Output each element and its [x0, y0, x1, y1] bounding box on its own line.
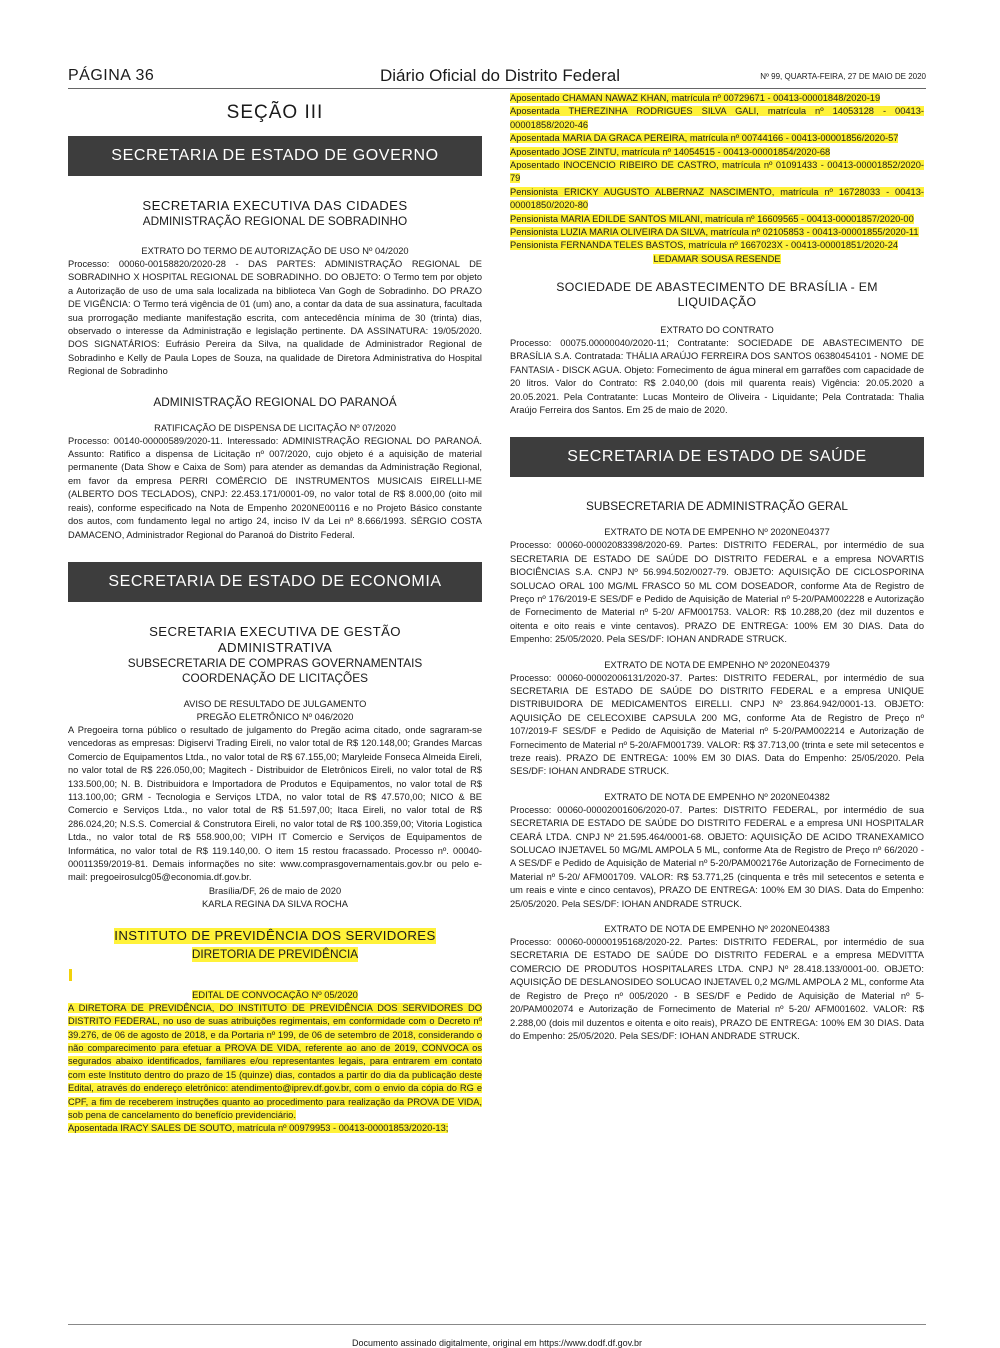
extrato-termo-title: EXTRATO DO TERMO DE AUTORIZAÇÃO DE USO Nº 04/2020: [141, 246, 409, 256]
caesb-heading-a: SOCIEDADE DE ABASTECIMENTO DE BRASÍLIA - EM: [556, 279, 878, 294]
footer-divider: [68, 1324, 926, 1325]
band-saude: SECRETARIA DE ESTADO DE SAÚDE: [510, 437, 924, 477]
edital-body: A DIRETORA DE PREVIDÊNCIA, DO INSTITUTO DE PREVIDÊNCIA DOS SERVIDORES DO DISTRITO FEDERAL, no uso de suas atribuições regimentais, em conformidade com o Decreto nº 39.276, de 06 de agosto de 2018, e da Portaria nº 199, de 06 de setembro de 2018, considerando o não comparecimento para efetuar a PROVA DE VIDA, referente ao ano de 2019, CONVOCA os segurados abaixo identificados, familiares e/ou representantes legais, para entrarem em contato com este Instituto dentro do prazo de 15 (quinze) dias, contados a partir do dia da publicação deste Edital, através do endereço eletrônico: atendimento@iprev.df.gov.br, com o envio da cópia do RG e CPF, a fim de receberem instruções quanto ao procedimento para realização da PROVA DE VIDA, sob pena de cancelamento do benefício previdenciário.: [68, 1002, 482, 1121]
aviso-date: Brasília/DF, 26 de maio de 2020: [208, 885, 342, 896]
nota-title: EXTRATO DE NOTA DE EMPENHO Nº 2020NE04382: [604, 791, 830, 802]
nota-title: EXTRATO DE NOTA DE EMPENHO Nº 2020NE04383: [604, 924, 830, 935]
ratificacao-title: RATIFICAÇÃO DE DISPENSA DE LICITAÇÃO Nº 07/2020: [154, 422, 396, 433]
aviso-title: AVISO DE RESULTADO DE JULGAMENTO: [183, 698, 367, 709]
iprev-entry-list: [510, 92, 924, 253]
gov-heading: SECRETARIA EXECUTIVA DAS CIDADES: [142, 198, 408, 213]
aviso-body: A Pregoeira torna público o resultado de julgamento do Pregão acima citado, onde sagraram-se vencedoras as empresas: Digiservi Trading Eireli, no valor total de R$ 120.148,00; Grandes Marcas Comercio de Equipamentos Ltda., no valor total de R$ 67.155,00; Maryleide Fonseca Almeida Eireli, no valor total de R$ 226.050,00; Magitech - Distribuidor de Eletrônicos Eireli, no valor total de R$ 133.500,00; N. B. Distribuidora e Importadora de Produtos e Equipamentos, no valor total de R$ 113.100,00; GRM - Tecnologia e Serviços LTDA, no valor total de R$ 47.570,00; NICO & BE Comercio e Serviços Ltda., no valor total de R$ 51.597,00; Itaca Eireli, no valor total de R$ 286.024,20; N.S.S. Comercial & Construtora Eireli, no valor total de R$ 100.359,00; Vitoria Logistica Ltda., no valor total de R$ 558.900,00; VIPH IT Comercio e Serviços de Equipamentos de Informática, no valor total de R$ 119.140,00. O item 15 restou fracassado. Processo nº. 00040-00011359/2019-81. Demais informações no site: www.comprasgovernamentais.gov.br ou pelo e-mail: pregoeirosulcg05@economia.df.gov.br.: [68, 724, 482, 883]
highlight-marker: [69, 969, 72, 981]
section-title: SEÇÃO III: [226, 102, 324, 123]
nota-body: Processo: 00060-00002083398/2020-69. Partes: DISTRITO FEDERAL, por intermédio de sua SECRETARIA DE ESTADO DE SAÚDE DO DISTRITO FEDERAL e a empresa NOVARTIS BIOCIÊNCIAS S.A. CNPJ Nº 56.994.502/0027-79. OBJETO: AQUISIÇÃO DE CICLOSPORINA SOLUCAO ORAL 100 MG/ML FRASCO 50 ML COM DOSEADOR, conforme Ata de Registro de Preço nº 176/2019-E SES/DF e Pedido de Aquisição de Material nº 5-20/PAM002228 e Autorização de Fornecimento de Material nº 5-20/ AFM001753. VALOR: R$ 10.288,20 (dez mil duzentos e oitenta e oito reais e vinte centavos). PRAZO DE ENTREGA: 100% EM 30 DIAS. Data do Empenho: 25/05/2020. Pela SES/DF: IOHAN ANDRADE STRUCK.: [510, 540, 924, 645]
pregao-title: PREGÃO ELETRÔNICO Nº 046/2020: [196, 711, 354, 722]
list-item: Aposentada MARIA DA GRACA PEREIRA, matrícula nº 00744166 - 00413-00001856/2020-57: [510, 133, 899, 144]
nota-body: Processo: 00060-00000195168/2020-22. Partes: DISTRITO FEDERAL, por intermédio de sua SECRETARIA DE ESTADO DE SAÚDE DO DISTRITO FEDERAL e a empresa MEDVITTA COMERCIO DE PRODUTOS HOSPITALARES LTDA. CNPJ Nº 28.418.133/0001-00. OBJETO: AQUISIÇÃO DE DESLANOSIDEO SOLUCAO INJETAVEL 0,2 MG/ML AMPOLA 2 ML, conforme Ata de Registro de Preço nº 005/2020 - B SES/DF e Pedido de Aquisição de Material nº 5-20/PAM002074 e Autorização de Fornecimento de Material nº 5-20/ AFM001602. VALOR: R$ 2.288,00 (dois mil duzentos e oitenta e oito reais), PRAZO DE ENTREGA: 100% EM 30 DIAS. Data do Empenho: 25/05/2020. Pela SES/DF: IOHAN ANDRADE STRUCK.: [510, 937, 924, 1041]
band-governo: SECRETARIA DE ESTADO DE GOVERNO: [68, 136, 482, 176]
iprev-heading: INSTITUTO DE PREVIDÊNCIA DOS SERVIDORES: [114, 927, 436, 943]
nota-title: EXTRATO DE NOTA DE EMPENHO Nº 2020NE04379: [604, 659, 830, 670]
iprev-subheading: DIRETORIA DE PREVIDÊNCIA: [191, 946, 359, 961]
parana-heading: ADMINISTRAÇÃO REGIONAL DO PARANOÁ: [153, 394, 397, 409]
contrato-title: EXTRATO DO CONTRATO: [660, 324, 774, 335]
ratificacao-body: Processo: 00140-00000589/2020-11. Interessado: ADMINISTRAÇÃO REGIONAL DO PARANOÁ. Assunto: Ratifico a dispensa de Licitação nº 007/2020, cujo objeto é a aquisição de material permanente (Data Show e Caixa de Som) para atender as demandas da Administração Regional, em favor da empresa PERRI COMÉRCIO DE INSTRUMENTOS MUSICAIS EIRELLI-ME (ALBERTO DOS TECLADOS), CNPJ: 22.453.171/0001-09, no valor total de R$ 8.000,00 (oito mil reais), conforme especificado na Nota de Empenho 2020NE00116 e no Projeto Básico constante dos autos, com fundamento legal no artigo 24, inciso IV da Lei nº 8.666/1993. SÉRGIO COSTA DAMACENO, Administrador Regional do Paranoá do Distrito Federal.: [68, 435, 482, 540]
iprev-signer: LEDAMAR SOUSA RESENDE: [653, 253, 781, 264]
nota-title: EXTRATO DE NOTA DE EMPENHO Nº 2020NE04377: [604, 527, 830, 538]
list-item: Pensionista LUZIA MARIA OLIVEIRA DA SILVA, matrícula nº 02105853 - 00413-00001855/2020-11: [510, 227, 919, 238]
right-column: [510, 92, 924, 1043]
list-item: Pensionista FERNANDA TELES BASTOS, matrícula nº 1667023X - 00413-00001851/2020-24: [510, 240, 899, 251]
left-column: [68, 92, 482, 1136]
iprev-entry-first: Aposentada IRACY SALES DE SOUTO, matrícula nº 00979953 - 00413-00001853/2020-13;: [68, 1123, 449, 1134]
nota-body: Processo: 00060-00002006131/2020-37. Partes: DISTRITO FEDERAL, por intermédio de sua SECRETARIA DE ESTADO DE SAÚDE DO DISTRITO FEDERAL e a empresa UNIQUE DISTRIBUIDORA DE MEDICAMENTOS EIRELLI. CNPJ Nº 23.864.942/0001-13. OBJETO: AQUISIÇÃO DE CELECOXIBE CAPSULA 200 MG, conforme Ata de Registro de Preço nº 107/2019-F SES/DF e Pedido de Aquisição de Material nº 5-20/PAM002214 e Autorização de Fornecimento de Material nº 5-20/AFM001739. VALOR: R$ 37.713,00 (trinta e sete mil setecentos e treze reais). PRAZO DE ENTREGA: 100% EM 30 DIAS. Data do Empenho: 25/05/2020. Pela SES/DF: IOHAN ANDRADE STRUCK.: [510, 672, 924, 777]
gov-subheading: ADMINISTRAÇÃO REGIONAL DE SOBRADINHO: [142, 214, 408, 228]
list-item: Aposentado JOSE ZINTU, matrícula nº 14054515 - 00413-00001854/2020-68: [510, 146, 831, 157]
journal-page: [68, 62, 926, 1348]
list-item: Pensionista ERICKY AUGUSTO ALBERNAZ NASCIMENTO, matrícula nº 16728033 - 00413-00001850/2020-80: [510, 186, 924, 211]
page-header: [68, 66, 926, 89]
list-item: Aposentado CHAMAN NAWAZ KHAN, matrícula nº 00729671 - 00413-00001848/2020-19: [510, 93, 881, 103]
page-number: PÁGINA 36: [68, 67, 155, 84]
extrato-termo-body: Processo: 00060-00158820/2020-28 - DAS PARTES: ADMINISTRAÇÃO REGIONAL DE SOBRADINHO X HOSPITAL REGIONAL DE SOBRADINHO. DO OBJETO: O Termo tem por objeto a Autorização de uso de uma sala localizada na biblioteca Van Gogh de Sobradinho. DO PRAZO DE VIGÊNCIA: O Termo terá vigência de 01 (um) ano, a contar da data de sua assinatura, facultada sua prorrogação mediante manifestação escrita, com antecedência mínima de 30 (trinta) dias, observado o interesse da Administração e legislação pertinente. DA ASSINATURA: 19/05/2020. DOS SIGNATÁRIOS: Eufrásio Pereira da Silva, na qualidade de Administrador Regional de Sobradinho e Kelly de Paula Lopes de Souza, na qualidade de Diretora Administrativa do Hospital Regional de Sobradinho: [68, 259, 482, 377]
list-item: Aposentado INOCENCIO RIBEIRO DE CASTRO, matrícula nº 01091433 - 00413-00001852/2020-79: [510, 160, 924, 184]
edital-title: EDITAL DE CONVOCAÇÃO Nº 05/2020: [192, 989, 358, 1000]
list-item: Pensionista MARIA EDILDE SANTOS MILANI, matrícula nº 16609565 - 00413-00001857/2020-00: [510, 213, 914, 224]
caesb-heading-b: LIQUIDAÇÃO: [677, 294, 757, 309]
edition-info: Nº 99, QUARTA-FEIRA, 27 DE MAIO DE 2020: [760, 72, 926, 81]
footer-note: Documento assinado digitalmente, original em https://www.dodf.df.gov.br: [352, 1338, 642, 1348]
list-item: Aposentada THEREZINHA RODRIGUES SILVA GALI, matrícula nº 14053128 - 00413-00001858/2020-46: [510, 106, 924, 130]
saude-heading: SUBSECRETARIA DE ADMINISTRAÇÃO GERAL: [586, 499, 848, 514]
eco-subheading-a: SUBSECRETARIA DE COMPRAS GOVERNAMENTAIS: [127, 655, 423, 670]
journal-title: Diário Oficial do Distrito Federal: [380, 66, 620, 85]
band-economia: SECRETARIA DE ESTADO DE ECONOMIA: [68, 562, 482, 602]
contrato-body: Processo: 00075.00000040/2020-11; Contratante: SOCIEDADE DE ABASTECIMENTO DE BRASÍLIA S.A. Contratada: THÁLIA ARAÚJO FERREIRA DOS SANTOS 06380454101 - NOME DE FANTASIA - DISCK AGUA. Objeto: Fornecimento de água mineral em garrafões com capacidade de 20 litros. Valor do Contrato: R$ 2.040,00 (dois mil quarenta reais) Vigência: 20.05.2020 a 20.05.2021. Pela Contratante: Lucas Monteiro de Oliveira - Liquidante; Pela Contratada: Thalia Araújo Ferreira dos Santos. Em 25 de maio de 2020.: [510, 337, 924, 415]
eco-subheading-b: COORDENAÇÃO DE LICITAÇÕES: [182, 670, 368, 685]
aviso-signer: KARLA REGINA DA SILVA ROCHA: [202, 898, 348, 909]
nota-body: Processo: 00060-00002001606/2020-07. Partes: DISTRITO FEDERAL, por intermédio de sua SECRETARIA DE ESTADO DE SAÚDE DO DISTRITO FEDERAL e a empresa UNI HOSPITALAR CEARÁ LTDA. CNPJ Nº 21.595.464/0001-68. OBJETO: AQUISIÇÃO DE ACIDO TRANEXAMICO SOLUCAO INJETAVEL 50 MG/ML AMPOLA 5 ML, conforme Ata de Registro de Preço nº 66/2020 - A SES/DF e Pedido de Aquisição de Material nº 5-20/PAM002176e Autorização de Fornecimento de Material nº 5-20/ AFM001709. VALOR: R$ 53.771,25 (cinquenta e três mil setecentos e setenta e um reais e vinte e cinco centavos), PRAZO DE ENTREGA: 100% EM 30 DIAS. Data do Empenho: 25/05/2020. Pela SES/DF: IOHAN ANDRADE STRUCK.: [510, 804, 924, 909]
eco-heading-b: ADMINISTRATIVA: [217, 639, 333, 655]
eco-heading-a: SECRETARIA EXECUTIVA DE GESTÃO: [149, 623, 401, 639]
